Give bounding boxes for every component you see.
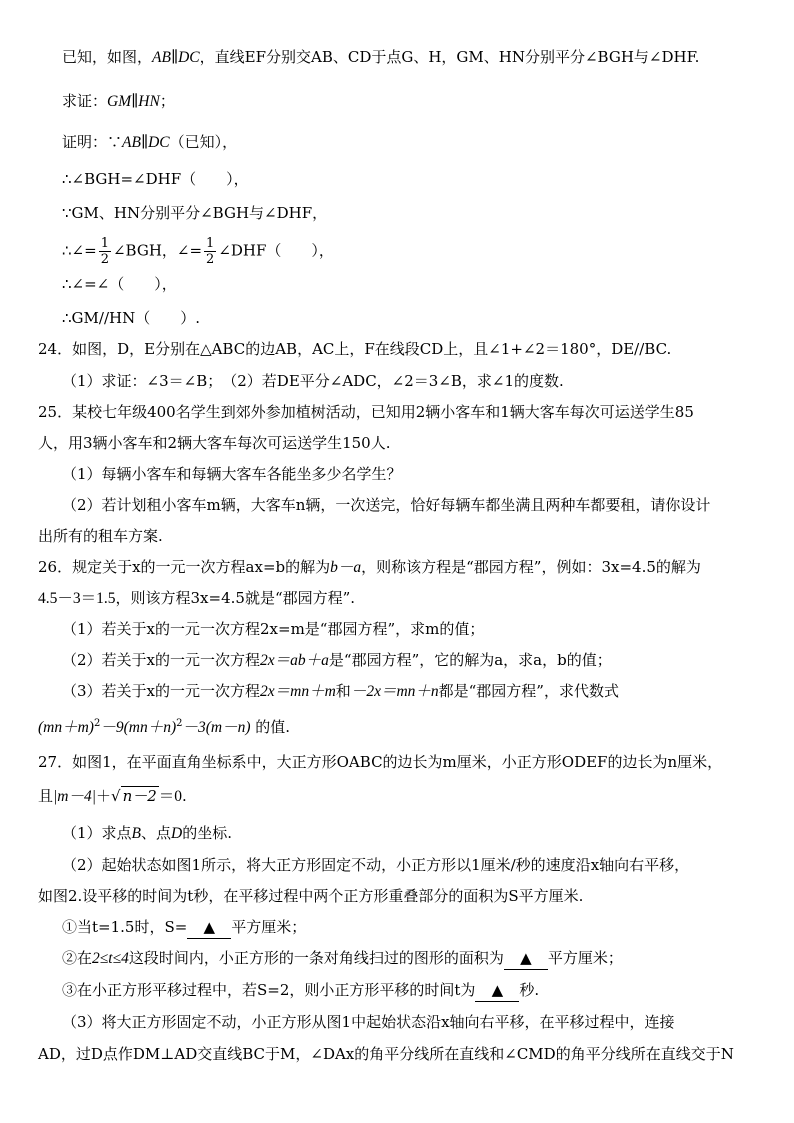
q23-step3-c: ∠DHF（ ）， [218,241,334,260]
q23-ab-parallel-dc: AB∥DC [152,49,200,66]
answer-blank[interactable]: ▲ [504,947,548,970]
q27-line1: 27．如图1，在平面直角坐标系中，大正方形OABC的边长为m厘米，小正方形ODEF的边长为n厘米， [38,753,723,771]
q26-l2-b: ，则该方程3x=4.5就是“郡园方程”. [115,589,356,607]
q26-l1-b: ，则称该方程是“郡园方程”，例如：3x=4.5的解为 [361,558,701,576]
q27-point-b: B [131,825,142,842]
q23-proof-reason: （已知）， [169,133,238,151]
q26-l5-b: 都是“郡园方程”，求代数式 [438,682,619,700]
q26-example-expr: 4.5－3＝1.5 [38,590,116,607]
q23-prove [62,90,175,113]
q27-l7-b: 这段时间内，小正方形的一条对角线扫过的图形的面积为 [128,949,504,967]
q27-l3-mid: 、点 [141,824,172,842]
q27-l3-a: （1）求点 [62,824,132,842]
q27-eq-zero: ＝0 [158,788,183,805]
q23-step2: ∵GM、HN分别平分∠BGH与∠DHF， [62,204,328,222]
q26-line6 [38,713,290,739]
sqrt-icon: √ [111,787,121,805]
q27-point-d: D [171,825,183,842]
q26-line2 [38,587,355,610]
q26-l1-a: 26．规定关于x的一元一次方程ax=b的解为 [38,558,331,576]
half-fraction [99,236,111,267]
q26-l6-end: 的值. [250,718,291,736]
q25-line4: （2）若计划租小客车m辆，大客车n辆，一次送完，恰好每辆车都坐满且两种车都要租，请你设计 [62,496,711,514]
q27-l7-c: 平方厘米； [547,949,623,967]
q26-l4-expr: 2x＝ab＋a [260,652,329,669]
q27-line7 [62,947,623,970]
q26-line1 [38,556,701,579]
q23-prove-label: 求证： [62,92,108,110]
q23-proof-label: 证明：∵ [62,133,123,151]
q24-line1: 24．如图，D，E分别在△ABC的边AB，AC上，F在线段CD上，且∠1+∠2＝180°，DE//BC. [38,340,672,358]
q23-given-rest: ，直线EF分别交AB、CD于点G、H，GM、HN分别平分∠BGH与∠DHF. [199,48,700,66]
q26-l5-a: （3）若关于x的一元一次方程 [62,682,261,700]
q23-given [62,46,699,69]
q23-proof-start [62,131,237,154]
q23-step5: ∴GM//HN（ ）. [62,309,200,327]
q27-l8-b: 秒. [519,981,540,999]
q26-expr-part1: (mn＋m) [38,719,94,736]
q27-l3-end: 的坐标. [182,824,233,842]
q27-l6-b: 平方厘米； [231,918,307,936]
q27-line5: 如图2.设平移的时间为t秒，在平移过程中两个正方形重叠部分的面积为S平方厘米. [38,887,584,905]
q23-step3-b: ∠BGH，∠= [112,241,203,260]
q23-proof-ab-dc: AB∥DC [122,134,170,151]
q26-l4-a: （2）若关于x的一元一次方程 [62,651,261,669]
q23-given-text: 已知，如图， [62,48,153,66]
q27-l2-end: . [182,787,187,805]
q26-expr-part2: －9(mn＋n) [100,719,177,736]
q27-line2 [38,785,187,808]
q23-step1: ∴∠BGH=∠DHF（ ）， [62,170,249,188]
q23-step3-a: ∴∠= [62,241,97,260]
fraction-numerator: 1 [100,236,109,251]
q23-prove-end: ； [159,92,175,110]
q26-l5-and: 和 [335,682,351,700]
q26-exponent: 2 [93,718,101,729]
q23-gm-parallel-hn: GM∥HN [107,93,160,110]
q26-exponent: 2 [176,718,183,729]
q25-line5: 出所有的租车方案. [38,527,163,545]
q27-line4: （2）起始状态如图1所示，将大正方形固定不动，小正方形以1厘米/秒的速度沿x轴向右平移， [62,856,690,874]
q26-l4-b: 是“郡园方程”，它的解为a，求a，b的值； [328,651,612,669]
q26-line4 [62,649,612,672]
q27-line8 [62,979,539,1002]
q25-line1: 25．某校七年级400名学生到郊外参加植树活动，已知用2辆小客车和1辆大客车每次可运送学生85 [38,403,694,421]
q23-step4: ∴∠=∠（ ）， [62,275,177,293]
q26-expr-part3: －3(m－n) [182,719,251,736]
q26-b-minus-a: b－a [330,559,362,576]
q27-line6 [62,916,306,939]
q27-sqrt-expr: n－2 [122,787,157,805]
fraction-denominator: 2 [206,252,215,267]
q27-l6-a: ①当t=1.5时，S= [62,918,188,936]
q27-l2-a: 且 [38,787,54,805]
q27-line10: AD，过D点作DM⊥AD交直线BC于M，∠DAx的角平分线所在直线和∠CMD的角平分线所在直线交于N [38,1045,734,1063]
q27-line9: （3）将大正方形固定不动，小正方形从图1中起始状态沿x轴向右平移，在平移过程中，连接 [62,1013,675,1031]
q26-l5-expr2: －2x＝mn＋n [350,683,439,700]
q27-line3 [62,822,232,845]
answer-blank[interactable]: ▲ [475,979,519,1002]
q26-l5-expr1: 2x＝mn＋m [260,683,336,700]
q26-line5 [62,680,619,703]
fraction-denominator: 2 [100,252,109,267]
answer-blank[interactable]: ▲ [187,916,231,939]
q25-line2: 人，用3辆小客车和2辆大客车每次可运送学生150人. [38,434,391,452]
q26-line3: （1）若关于x的一元一次方程2x=m是“郡园方程”，求m的值； [62,620,485,638]
q27-t-range: 2≤t≤4 [92,950,129,967]
half-fraction [204,236,216,267]
q27-l7-a: ②在 [62,949,93,967]
fraction-numerator: 1 [206,236,215,251]
q24-line2: （1）求证：∠3＝∠B； （2）若DE平分∠ADC，∠2＝3∠B，求∠1的度数. [62,372,564,390]
q27-l8-a: ③在小正方形平移过程中，若S=2，则小正方形平移的时间t为 [62,981,476,999]
q27-abs-expr: |m－4| [53,788,96,805]
q25-line3: （1）每辆小客车和每辆大客车各能坐多少名学生？ [62,465,402,483]
q27-plus: ＋ [95,787,111,805]
q23-step3 [62,236,334,267]
